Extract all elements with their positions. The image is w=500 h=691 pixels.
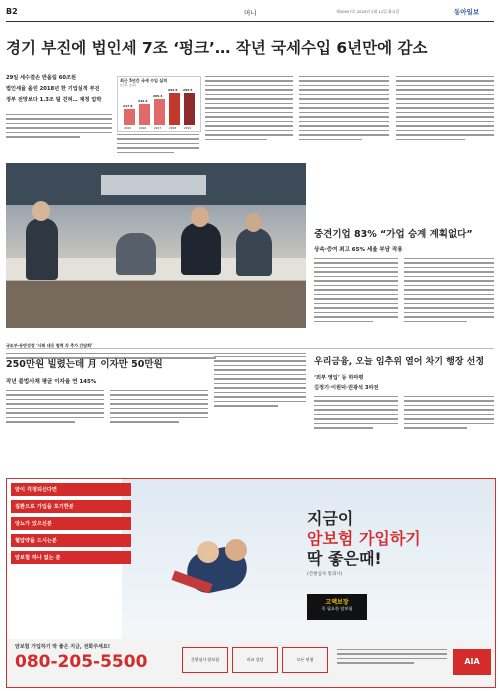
bar-label: 217.9 <box>123 104 133 108</box>
article-body <box>214 356 306 410</box>
ad-tagline: (간편심사 통과시) <box>307 572 343 577</box>
deck <box>6 73 114 106</box>
section-name: 머니 <box>244 9 257 17</box>
issue-date: 제30927호 2020년 2월 11일 화요일 <box>336 9 400 14</box>
bar-label: 242.6 <box>138 99 148 103</box>
article-body <box>6 114 112 141</box>
x-label: 2016 <box>139 126 147 130</box>
bar <box>139 104 150 125</box>
ad-list-item: 암이 걱정되신다면 <box>11 483 131 496</box>
bar-label: 293.6 <box>168 88 178 92</box>
ad-note: 모든 연령 <box>282 647 328 673</box>
x-label: 2017 <box>154 126 162 130</box>
article-body <box>314 396 398 432</box>
bar <box>184 93 195 125</box>
article-body <box>404 258 494 325</box>
article-body <box>117 134 199 156</box>
caption-title: 국토부-동반성장 ‘사회 대응 협력 각 추가 간담회’ <box>6 343 93 348</box>
bar <box>124 109 135 125</box>
article-body <box>110 390 208 426</box>
ad-slogan <box>307 509 487 577</box>
page-number: B2 <box>6 7 18 16</box>
mid-article-headline: 우리금융, 오늘 임추위 열어 차기 행장 선정 <box>314 357 485 367</box>
right-article-subhead: 상속·증여 최고 65% 세율 부담 작용 <box>314 247 403 253</box>
article-body <box>396 76 494 143</box>
paper-name: 동아일보 <box>454 8 480 16</box>
bar-label: 293.5 <box>183 88 193 92</box>
ad-badge <box>307 594 367 620</box>
insurer-logo: AIA <box>453 649 491 675</box>
ad-list-item: 암보험 하나 없는 분 <box>11 551 131 564</box>
deck-line: 법인세율 올린 2018년 한 기업실적 부진 <box>6 86 100 92</box>
slogan-line: 딱 좋은때! <box>307 549 382 568</box>
badge-title: 고액보장 <box>325 599 349 606</box>
article-body <box>314 258 398 325</box>
bar <box>154 99 165 125</box>
x-label: 2018 <box>169 126 177 130</box>
insurance-ad <box>6 478 496 688</box>
ad-list-item: 당뇨가 있으신분 <box>11 517 131 530</box>
ad-list <box>11 483 131 568</box>
slogan-line: 암보험 가입하기 <box>307 529 421 548</box>
tax-revenue-chart <box>117 76 201 132</box>
bottom-article-headline: 250만원 빌렸는데 月 이자만 50만원 <box>6 359 163 370</box>
x-label: 2015 <box>124 126 132 130</box>
bar-label: 265.4 <box>153 94 163 98</box>
skydivers-image <box>167 529 277 619</box>
phone-label: 암보험 가입하기 딱 좋은 지금, 전화주세요! <box>15 644 110 650</box>
ad-list-item: 질환으로 가입을 포기한분 <box>11 500 131 513</box>
mid-article-subhead: ‘외부 영입’ 등 하마평 <box>314 375 364 381</box>
ad-note: 비교 상담 <box>232 647 278 673</box>
slogan-line: 지금이 <box>307 509 354 528</box>
ad-note: 간편심사 암보험 <box>182 647 228 673</box>
phone-number[interactable]: 080-205-5500 <box>15 652 148 672</box>
right-article-headline: 중견기업 83% “가업 승계 계획없다” <box>314 229 473 240</box>
ad-phone-section <box>7 639 495 687</box>
meeting-photo <box>6 163 306 328</box>
chart-title: 최근 5년간 국세 수입 실적 <box>120 78 167 83</box>
deck-line: 29일 세수결손 반올림 60조원 <box>6 75 76 81</box>
article-body <box>404 396 494 432</box>
article-body <box>6 390 104 426</box>
article-body <box>205 76 293 143</box>
ad-list-item: 혈압약을 드시는분 <box>11 534 131 547</box>
badge-sub: 꼭 필요한 암보험 <box>321 606 353 611</box>
chart-unit: (단위: 조원) <box>120 83 136 87</box>
bar <box>169 93 180 125</box>
x-label: 2019 <box>184 126 192 130</box>
deck-line: 정부 전망보다 1.3조 덜 걷혀… 재정 압박 <box>6 97 102 103</box>
main-headline: 경기 부진에 법인세 7조 ‘펑크’… 작년 국세수입 6년만에 감소 <box>6 39 428 57</box>
bottom-article-subhead: 작년 불법사채 평균 이자율 연 145% <box>6 379 97 385</box>
header <box>6 7 494 22</box>
article-body <box>299 76 389 143</box>
mid-article-subhead-2: 김정기·이원덕·권광석 3파전 <box>314 385 379 391</box>
